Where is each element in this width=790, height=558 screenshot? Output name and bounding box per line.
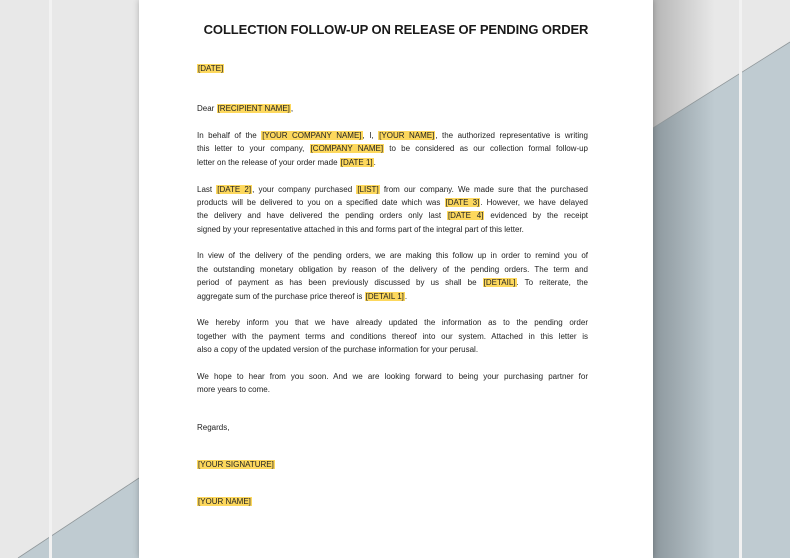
text-line — [197, 276, 588, 289]
placeholder-field: [DETAIL 1] — [365, 291, 404, 301]
placeholder-field: [DATE 4] — [447, 211, 484, 221]
paragraph-gap — [197, 236, 588, 249]
paragraph — [197, 370, 588, 397]
text-line — [197, 142, 588, 155]
paragraph — [197, 495, 588, 508]
placeholder-field: [RECIPIENT NAME] — [217, 104, 290, 114]
paragraph-gap — [197, 397, 588, 421]
paragraph-gap — [197, 303, 588, 316]
placeholder-field: [DATE] — [198, 64, 224, 73]
text-segment: We hereby inform you that we have already updated the information as to the pending order — [197, 318, 588, 328]
placeholder-field: [YOUR NAME] — [198, 496, 251, 506]
placeholder-field: [DATE 3] — [445, 197, 480, 207]
text-segment: Last — [197, 184, 217, 194]
paragraph-gap — [197, 434, 588, 458]
text-segment: this letter to your company, — [197, 144, 310, 154]
placeholder-field: [YOUR SIGNATURE] — [198, 460, 274, 470]
paragraph — [197, 183, 588, 237]
placeholder-field: [YOUR COMPANY NAME] — [262, 130, 362, 140]
document-body — [197, 62, 588, 508]
placeholder-field: [DETAIL] — [483, 278, 516, 288]
text-line — [197, 290, 588, 303]
paragraph-gap — [197, 75, 588, 102]
placeholder-field: [DATE 2] — [217, 184, 252, 194]
text-segment: products will be delivered to you on a specified date which was — [197, 197, 445, 207]
text-segment: also a copy of the updated version of the purchase information for your perusal. — [197, 345, 479, 355]
text-line — [197, 156, 588, 169]
text-segment: more years to come. — [197, 385, 270, 395]
placeholder-field: [LIST] — [357, 184, 379, 194]
placeholder-field: [COMPANY NAME] — [310, 144, 384, 154]
text-line — [197, 196, 588, 209]
text-segment: In behalf of the — [197, 130, 262, 140]
paragraph — [197, 102, 588, 115]
text-segment: , — [290, 104, 294, 114]
paragraph-gap — [197, 472, 588, 495]
text-line — [197, 343, 588, 356]
text-line — [197, 458, 588, 471]
text-segment: , the authorized representative is writing — [435, 130, 588, 140]
text-segment: . However, we have delayed — [480, 197, 589, 207]
text-segment: . — [404, 291, 408, 301]
paragraph — [197, 421, 588, 434]
text-line — [197, 383, 588, 396]
paragraph — [197, 129, 588, 169]
text-segment: We hope to hear from you soon. And we are looking forward to being your purchasing partner for — [197, 372, 588, 381]
text-segment: , I, — [362, 130, 379, 140]
text-line — [197, 495, 588, 508]
paragraph — [197, 249, 588, 303]
paragraph — [197, 62, 588, 75]
text-line — [197, 183, 588, 196]
text-segment: the delivery and have delivered the pending orders only last — [197, 211, 447, 221]
placeholder-field: [YOUR NAME] — [379, 130, 435, 140]
text-segment: Regards, — [197, 422, 230, 432]
text-segment: aggregate sum of the purchase price thereof is — [197, 291, 365, 301]
paragraph-gap — [197, 169, 588, 182]
text-line — [197, 209, 588, 222]
text-segment: period of payment as has been previously discussed by us shall be — [197, 278, 483, 288]
text-segment: together with the payment terms and conditions thereof into our system. Attached in this letter is — [197, 331, 588, 341]
text-segment: In view of the delivery of the pending orders, we are making this follow up in order to remind you of — [197, 251, 588, 261]
text-segment: the outstanding monetary obligation by reason of the delivery of the pending orders. The term and — [197, 264, 588, 274]
text-line — [197, 370, 588, 383]
text-segment: . — [373, 157, 376, 167]
placeholder-field: [DATE 1] — [340, 157, 373, 167]
text-segment: , your company purchased — [252, 184, 357, 194]
text-line — [197, 316, 588, 329]
text-line — [197, 263, 588, 276]
text-line — [197, 129, 588, 142]
text-segment: Dear — [197, 104, 217, 114]
text-line — [197, 62, 588, 75]
text-line — [197, 421, 588, 434]
document-page — [139, 0, 653, 558]
text-segment: letter on the release of your order made — [197, 157, 340, 167]
paragraph — [197, 458, 588, 471]
paragraph-gap — [197, 116, 588, 129]
paragraph-gap — [197, 357, 588, 370]
text-segment: evidenced by the receipt — [484, 211, 589, 221]
text-line — [197, 102, 588, 115]
text-segment: to be considered as our collection formal follow-up — [384, 144, 589, 154]
paragraph — [197, 316, 588, 356]
document-title: COLLECTION FOLLOW-UP ON RELEASE OF PENDING ORDER — [203, 22, 589, 37]
text-segment: . To reiterate, the — [516, 278, 589, 288]
text-line — [197, 249, 588, 262]
text-line — [197, 223, 588, 236]
text-segment: from our company. We made sure that the purchased — [379, 184, 589, 194]
text-line — [197, 330, 588, 343]
text-segment: signed by your representative attached in this and forms part of the integral part of this letter. — [197, 224, 524, 234]
